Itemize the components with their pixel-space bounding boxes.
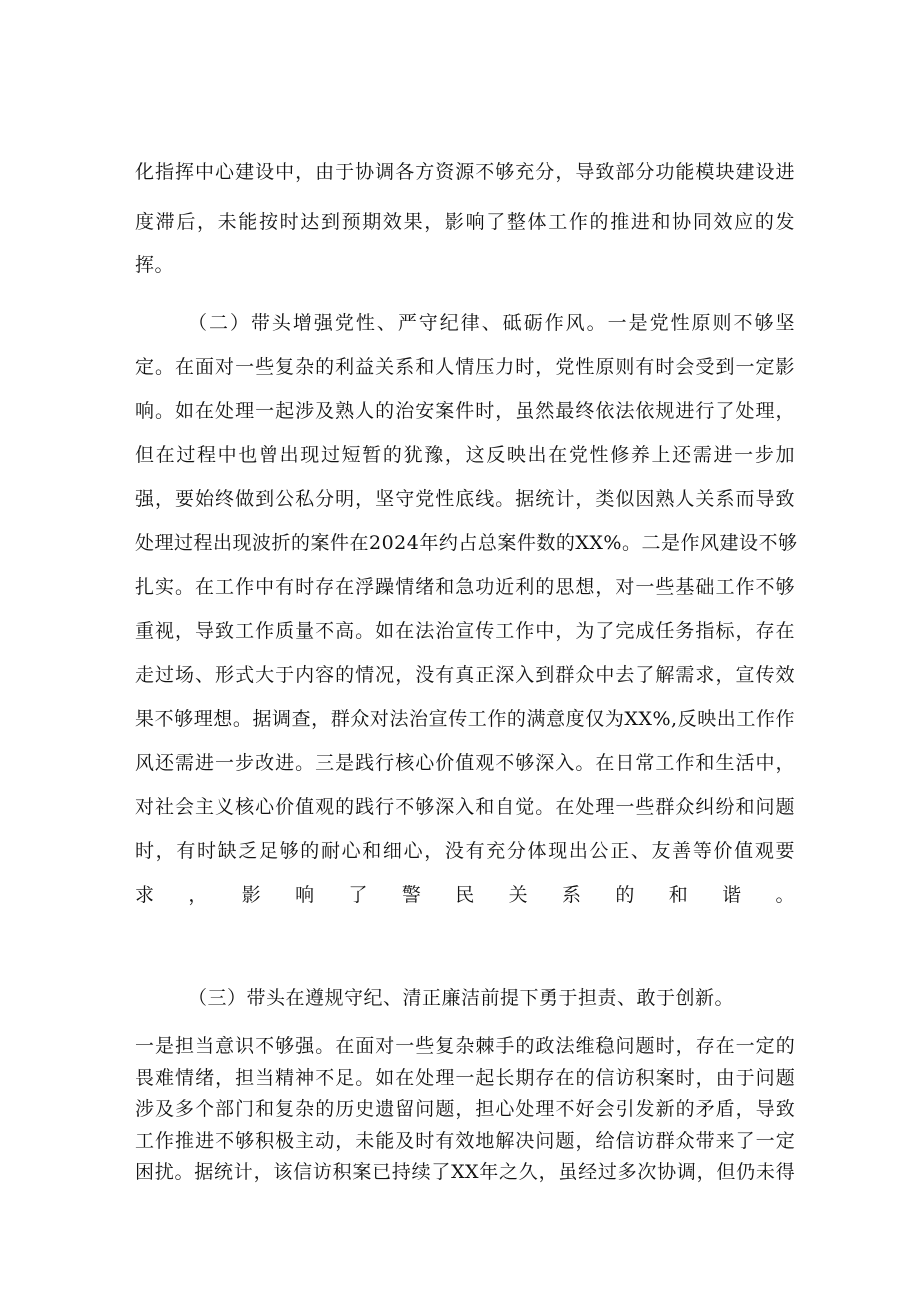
text-line: 涉及多个部门和复杂的历史遗留问题，担心处理不好会引发新的矛盾，导致	[135, 1098, 795, 1120]
text-line: 时，有时缺乏足够的耐心和细心，没有充分体现出公正、友善等价值观要	[135, 840, 795, 862]
text-line: 走过场、形式大于内容的情况，没有真正深入到群众中去了解需求，宣传效	[135, 664, 795, 686]
section-heading-line: （三）带头在遵规守纪、清正廉洁前提下勇于担责、敢于创新。	[188, 987, 735, 1009]
text-line: 一是担当意识不够强。在面对一些复杂棘手的政法维稳问题时，存在一定的	[135, 1035, 795, 1057]
text-line: 对社会主义核心价值观的践行不够深入和自觉。在处理一些群众纠纷和问题	[135, 796, 795, 818]
text-line: 处理过程出现波折的案件在2024年约占总案件数的XX%。二是作风建设不够	[135, 532, 798, 554]
text-line: 果不够理想。据调查，群众对法治宣传工作的满意度仅为XX%,反映出工作作	[135, 708, 795, 730]
text-line: 工作推进不够积极主动，未能及时有效地解决问题，给信访群众带来了一定	[135, 1130, 795, 1152]
text-line: 重视，导致工作质量不高。如在法治宣传工作中，为了完成任务指标，存在	[135, 620, 795, 642]
text-line: 扎实。在工作中有时存在浮躁情绪和急功近利的思想，对一些基础工作不够	[135, 576, 795, 598]
text-line: 挥。	[135, 254, 175, 276]
text-line: 定。在面对一些复杂的利益关系和人情压力时，党性原则有时会受到一定影	[135, 356, 795, 378]
text-line: 响。如在处理一起涉及熟人的治安案件时，虽然最终依法依规进行了处理，	[135, 400, 795, 422]
text-line: 化指挥中心建设中，由于协调各方资源不够充分，导致部分功能模块建设进	[135, 161, 795, 183]
text-line: 强，要始终做到公私分明，坚守党性底线。据统计，类似因熟人关系而导致	[135, 488, 795, 510]
text-line: 但在过程中也曾出现过短暂的犹豫，这反映出在党性修养上还需进一步加	[135, 444, 795, 466]
text-line: 求，影响了警民关系的和谐。	[135, 884, 795, 906]
section-heading-line: （二）带头增强党性、严守纪律、砥砺作风。一是党性原则不够坚	[188, 312, 795, 334]
text-line: 度滞后，未能按时达到预期效果，影响了整体工作的推进和协同效应的发	[135, 211, 795, 233]
text-line: 风还需进一步改进。三是践行核心价值观不够深入。在日常工作和生活中，	[135, 752, 795, 774]
text-line: 困扰。据统计，该信访积案已持续了XX年之久，虽经过多次协调，但仍未得	[135, 1161, 795, 1183]
text-line: 畏难情绪，担当精神不足。如在处理一起长期存在的信访积案时，由于问题	[135, 1067, 795, 1089]
